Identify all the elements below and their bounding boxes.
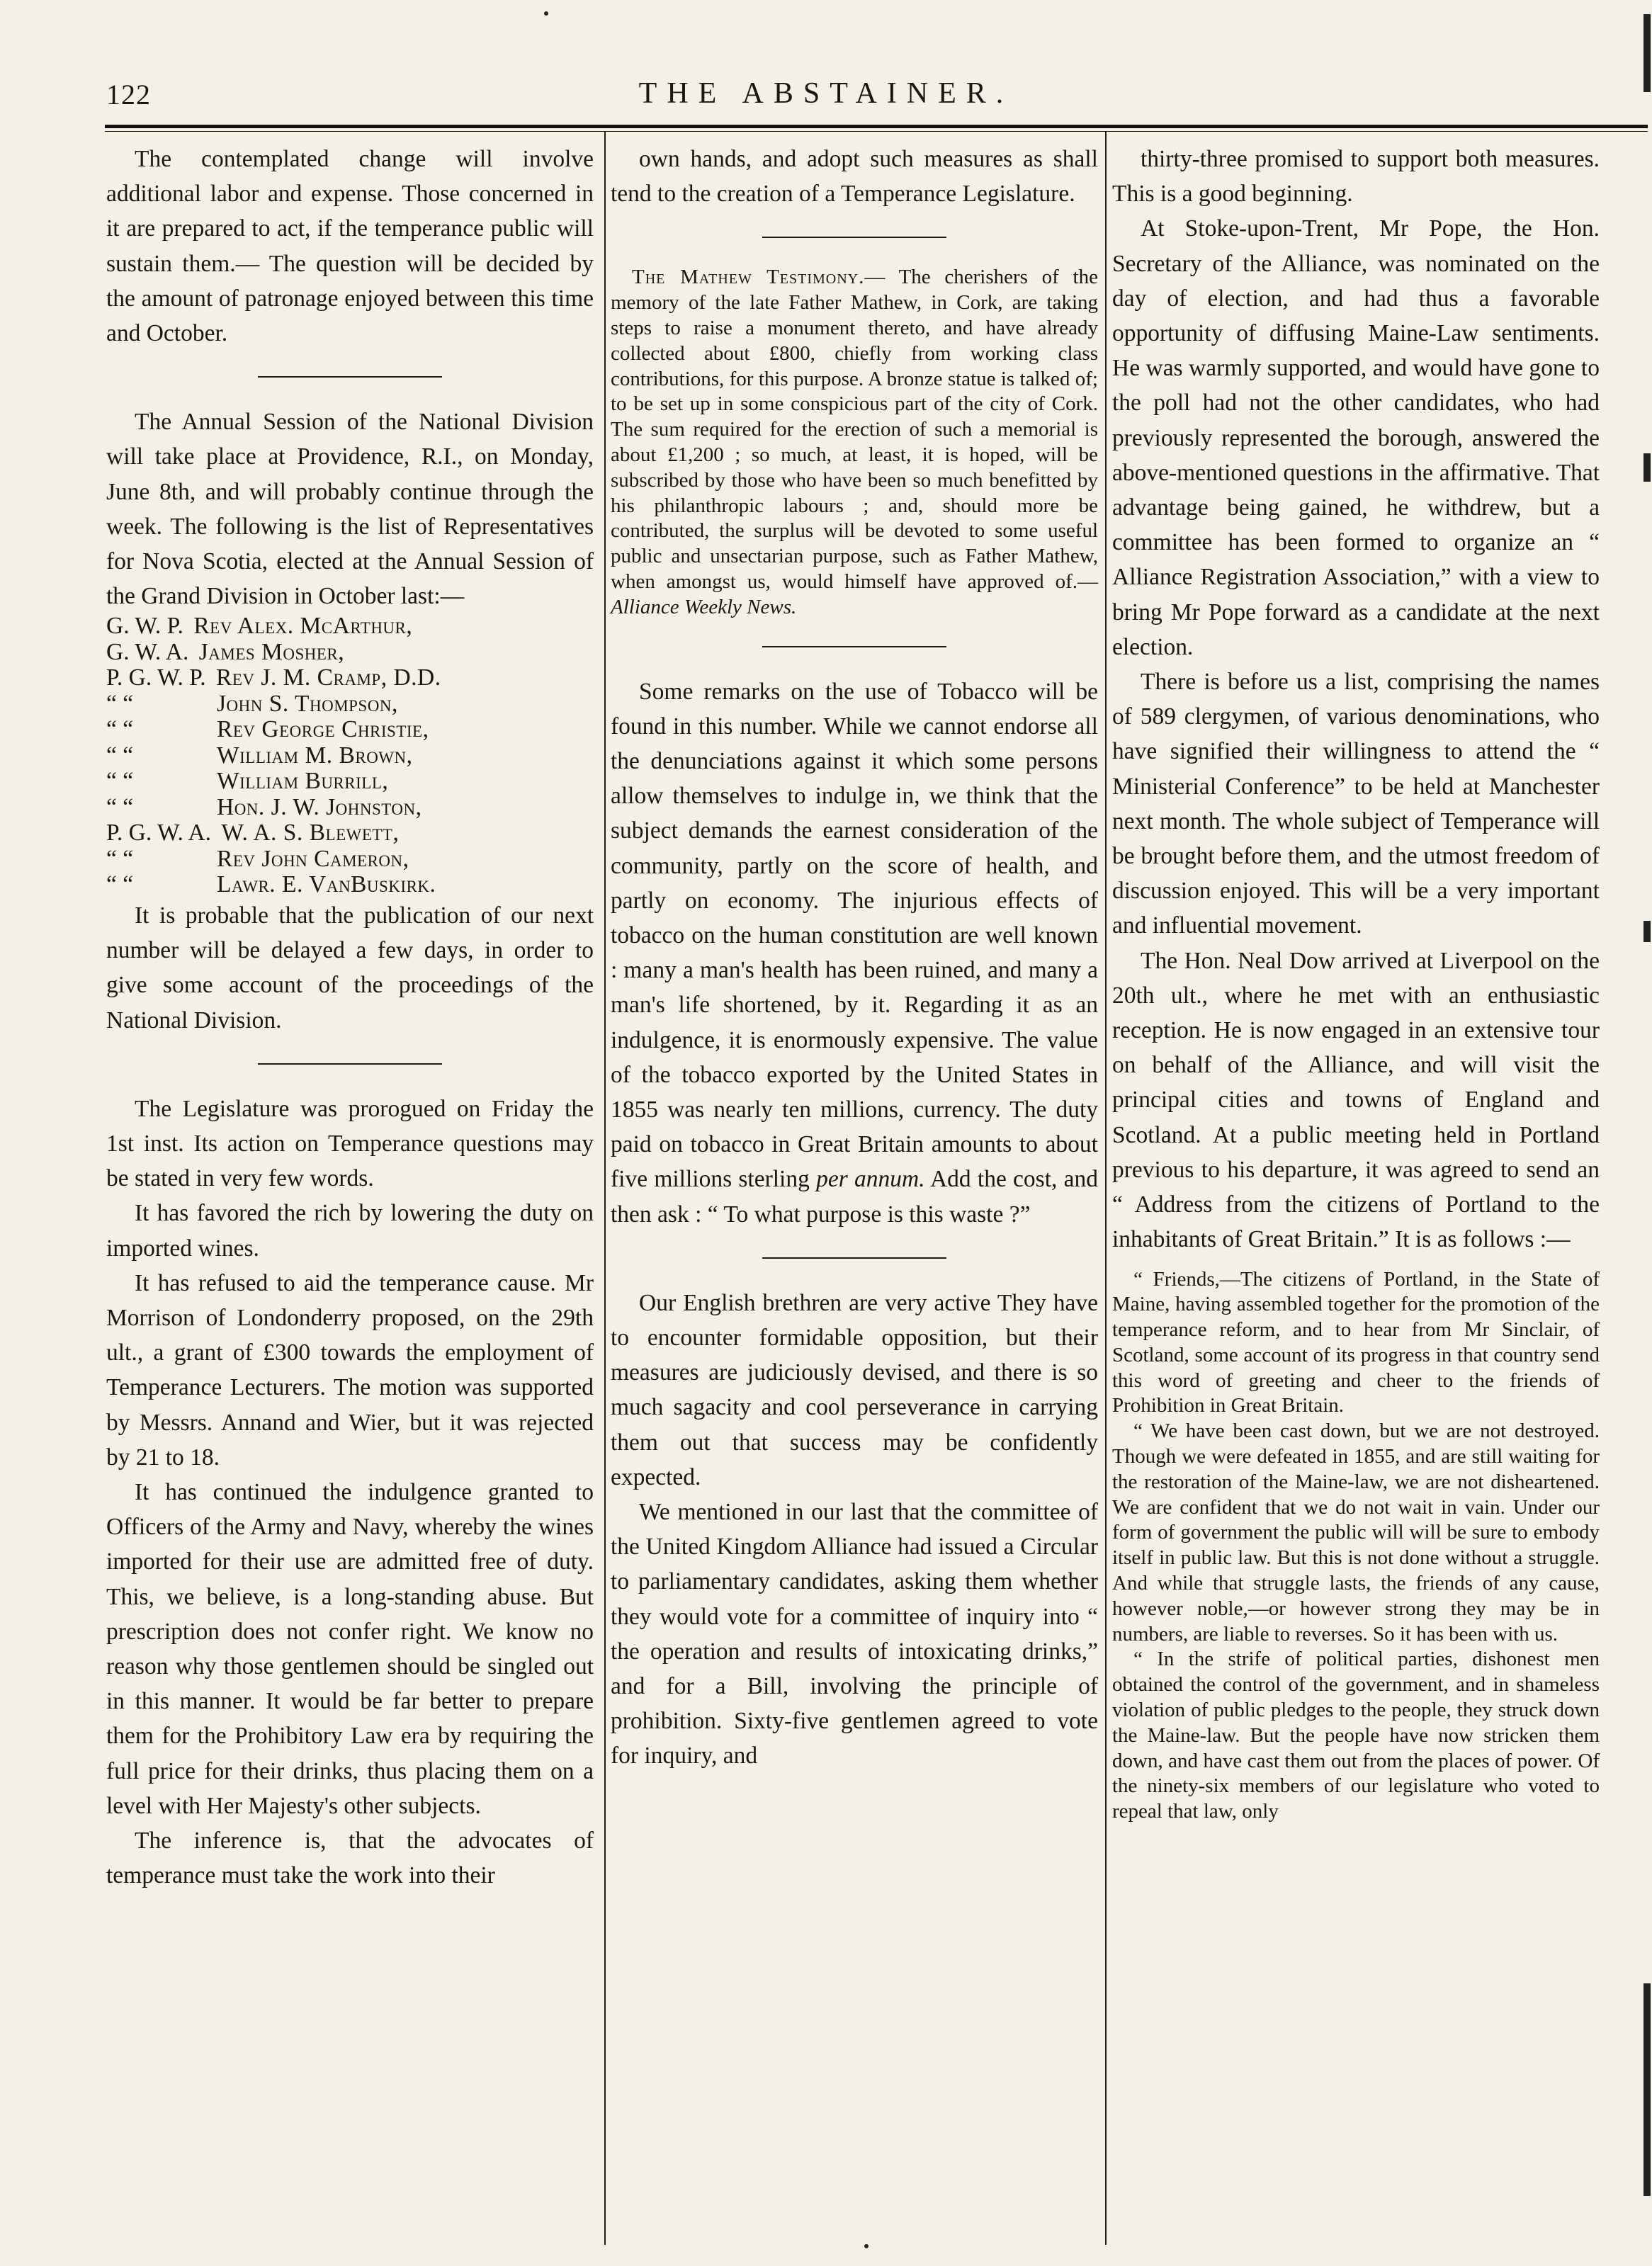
article-separator	[762, 1257, 946, 1259]
page-number: 122	[106, 79, 151, 111]
paragraph: Some remarks on the use of Tobacco will be found in this number. While we cannot endorse all the denunciations against it which some persons allow themselves to indulge in, we think that the subject demands the earnest consideration of the community, partly on the score of health, and partly on economy. The injurious effects of tobacco on the human constitution are well known : many a man's health has been ruined, and many a man's life shortened, by it. Regarding it as an indulgence, it is enormously expensive. The value of the tobacco exported by the United States in 1855 was nearly ten millions, currency. The duty paid on tobacco in Great Britain amounts to about five millions sterling per annum. Add the cost, and then ask : “ To what purpose is this waste ?”	[611, 678, 1099, 1228]
paragraph: There is before us a list, comprising the names of 589 clergymen, of various denominations, who have signified their willingness to attend the “ Ministerial Conference” to be held at Manchester next month. The whole subject of Temperance will be brought before them, and the utmost freedom of discussion enjoyed. This will be a very important and influential movement.	[1112, 669, 1600, 939]
paragraph: The Hon. Neal Dow arrived at Liverpool on the 20th ult., where he met with an enthusiastic reception. He is now engaged in an extensive tour on behalf of the Alliance, and will visit the principal cities and towns of England and Scotland. At a public meeting held in Portland previous to his departure, it was agreed to send an “ Address from the citizens of Portland to the inhabitants of Great Britain.” It is as follows :—	[1112, 947, 1600, 1253]
print-speck	[864, 2244, 869, 2248]
list-item: “ “ Hon. J. W. Johnston,	[106, 793, 422, 820]
list-item: G. W. P. Rev Alex. McArthur,	[106, 613, 413, 640]
paragraph: The Legislature was prorogued on Friday the 1st inst. Its action on Temperance questions may be stated in very few words.	[106, 1095, 594, 1192]
article-heading: The Mathew Testimony.	[632, 266, 865, 289]
paragraph: thirty-three promised to support both measures. This is a good beginning.	[1112, 146, 1600, 208]
paragraph: The Annual Session of the National Division will take place at Providence, R.I., on Monday, June 8th, and will probably continue through the week. The following is the list of Representatives for Nova Scotia, elected at the Annual Session of the Grand Division in October last:—	[106, 409, 594, 610]
print-speck	[544, 11, 548, 16]
page-header	[0, 0, 1652, 142]
article-separator	[762, 237, 946, 238]
column-middle	[611, 142, 1098, 1774]
paragraph: own hands, and adopt such measures as shall tend to the creation of a Temperance Legislature.	[611, 146, 1098, 208]
paragraph: It has continued the indulgence granted to Officers of the Army and Navy, whereby the wines imported for their use are admitted free of duty. This, we believe, is a long-standing abuse. But prescription does not confer right. We know no reason why those gentlemen should be singled out in this manner. It would be far better to prepare them for the Prohibitory Law era by requiring the full price for their drinks, thus placing them on a level with Her Majesty's other subjects.	[106, 1478, 594, 1819]
paragraph: Our English brethren are very active They have to encounter formidable opposition, but their measures are judiciously devised, and there is so much sagacity and cool perseverance in carrying them out that success may be confidently expected.	[611, 1289, 1098, 1490]
paragraph: We mentioned in our last that the committee of the United Kingdom Alliance had issued a Circular to parliamentary candidates, asking them whether they would vote for a committee of inquiry into “ the operation and results of intoxicating drinks,” and for a Bill, involving the principle of prohibition. Sixty-five gentlemen agreed to vote for inquiry, and	[611, 1499, 1098, 1769]
list-item: “ “ William M. Brown,	[106, 742, 413, 769]
paragraph: It is probable that the publication of our next number will be delayed a few days, in order to give some account of the proceedings of the National Division.	[106, 902, 594, 1033]
paragraph: At Stoke-upon-Trent, Mr Pope, the Hon. Secretary of the Alliance, was nominated on the day of election, and had thus a favorable opportunity of diffusing Maine-Law sentiments. He was warmly supported, and would have gone to the poll had not the other candidates, who had previously represented the borough, answered the above-mentioned questions in the affirmative. That advantage being gained, he withdrew, but a committee has been formed to organize an “ Alliance Registration Association,” with a view to bring Mr Pope forward as a candidate at the next election.	[1112, 215, 1600, 660]
source-citation: Alliance Weekly News.	[611, 595, 797, 618]
list-item: “ “ Lawr. E. VanBuskirk.	[106, 871, 436, 898]
page-edge-marks	[1642, 0, 1652, 2266]
article-separator	[762, 646, 946, 647]
article-separator	[258, 1063, 442, 1065]
quoted-paragraph: “ Friends,—The citizens of Portland, in the State of Maine, having assembled together for the promotion of the temperance reform, and to hear from Mr Sinclair, of Scotland, some account of its progress in that country send this word of greeting and cheer to the friends of Prohibition in Great Britain.	[1112, 1267, 1600, 1417]
list-item: “ “ John S. Thompson,	[106, 690, 398, 717]
column-left	[106, 142, 594, 1893]
article-separator	[258, 376, 442, 378]
header-rule-thin	[105, 131, 1648, 132]
list-item: “ “ William Burrill,	[106, 768, 389, 795]
column-right	[1112, 142, 1600, 1825]
quoted-paragraph: “ In the strife of political parties, dishonest men obtained the control of the government, and in shameless violation of public pledges to the people, they struck down the Maine-law. But the people have now stricken them down, and have cast them out from the places of power. Of the ninety-six members of our legislature who voted to repeal that law, only	[1112, 1648, 1600, 1823]
list-item: P. G. W. P. Rev J. M. Cramp, D.D.	[106, 664, 441, 691]
running-title: THE ABSTAINER.	[638, 77, 1014, 110]
paragraph: It has favored the rich by lowering the duty on imported wines.	[106, 1200, 594, 1262]
paragraph: The contemplated change will involve additional labor and expense. Those concerned in it are prepared to act, if the temperance public will sustain them.— The question will be decided by the amount of patronage enjoyed between this time and October.	[106, 146, 594, 347]
column-divider	[604, 132, 606, 2245]
paragraph: The inference is, that the advocates of temperance must take the work into their	[106, 1828, 594, 1889]
paragraph: It has refused to aid the temperance cause. Mr Morrison of Londonderry proposed, on the 29th ult., a grant of £300 towards the employment of Temperance Lecturers. The motion was supported by Messrs. Annand and Wier, but it was rejected by 21 to 18.	[106, 1269, 594, 1471]
list-item: P. G. W. A. W. A. S. Blewett,	[106, 820, 400, 846]
list-item: “ “ Rev John Cameron,	[106, 845, 409, 872]
list-item: G. W. A. James Mosher,	[106, 638, 345, 665]
portland-address	[1112, 1267, 1600, 1825]
paragraph: The Mathew Testimony.— The cherishers of the memory of the late Father Mathew, in Cork, are taking steps to raise a monument thereto, and have already collected about £800, chiefly from working class contributions, for this purpose. A bronze statue is talked of; to be set up in some conspicious part of the city of Cork. The sum required for the erection of such a memorial is about £1,200 ; so much, at least, it is hoped, will be subscribed by those who have been so much benefitted by his philanthropic labours ; and, should more be contributed, the surplus will be devoted to some useful public and unsectarian purpose, such as Father Mathew, when amongst us, would himself have approved of.—Alliance Weekly News.	[611, 266, 1098, 618]
header-rule	[105, 125, 1648, 128]
representatives-list	[106, 613, 594, 898]
mathew-article	[611, 265, 1098, 620]
list-item: “ “ Rev George Christie,	[106, 716, 429, 743]
quoted-paragraph: “ We have been cast down, but we are not destroyed. Though we were defeated in 1855, and are still waiting for the restoration of the Maine-law, we are not disheartened. We are confident that we do not wait in vain. Under our form of government the public will will be sure to embody itself in public law. But this is not done without a struggle. And while that struggle lasts, the friends of any cause, however noble,—or however strong they may be in numbers, are liable to reverses. So it has been with us.	[1112, 1420, 1600, 1645]
column-divider	[1105, 132, 1107, 2245]
